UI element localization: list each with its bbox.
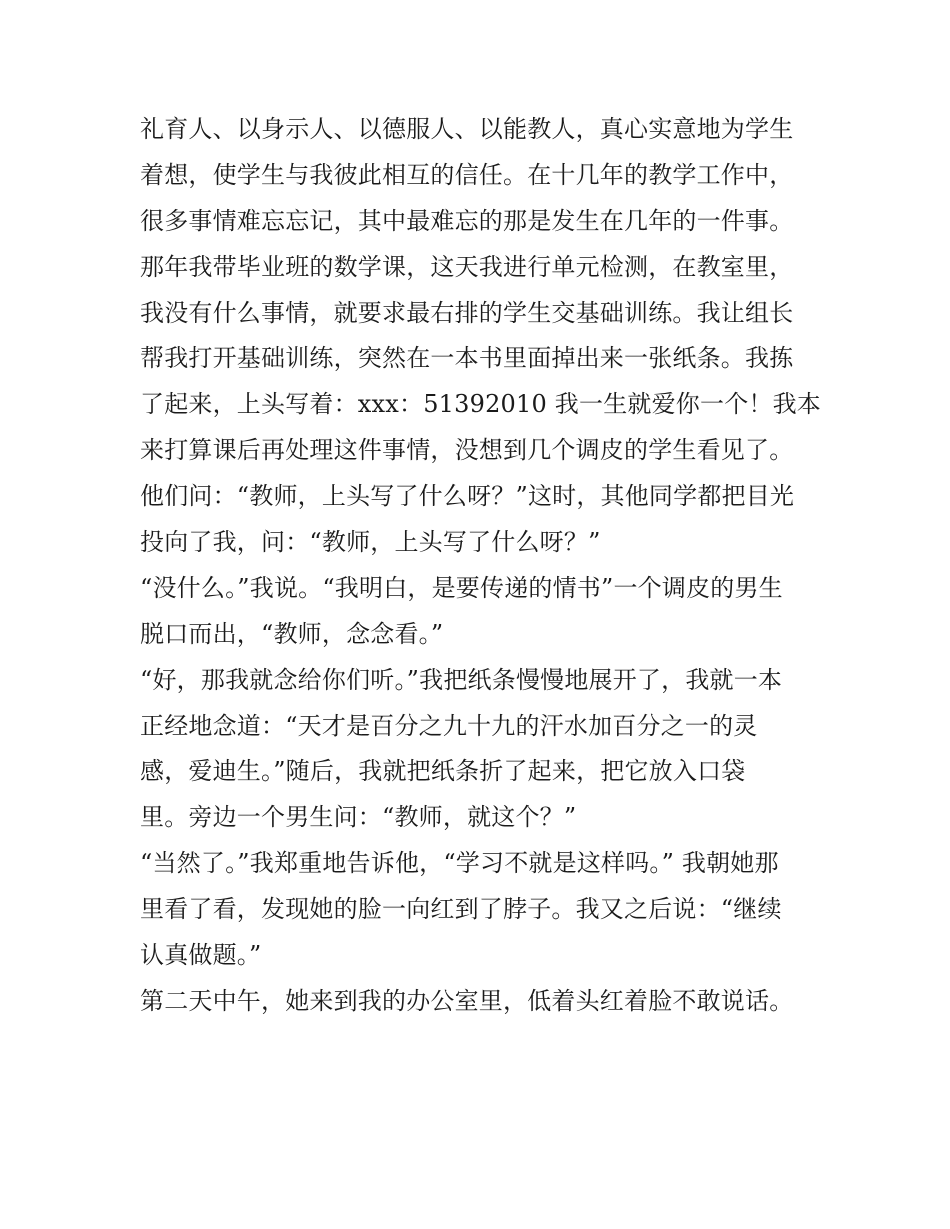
text-line: 脱口而出，“教师，念念看。”: [140, 619, 444, 648]
text-line: 那年我带毕业班的数学课，这天我进行单元检测，在教室里，: [140, 252, 794, 281]
text-line: 投向了我，问：“教师，上头写了什么呀？”: [140, 528, 601, 557]
text-line: 他们问：“教师，上头写了什么呀？”这时，其他同学都把目光: [140, 482, 795, 511]
text-line: 了起来，上头写着：xxx：51392010 我一生就爱你一个！我本: [140, 390, 821, 419]
text-line: 着想，使学生与我彼此相互的信任。在十几年的教学工作中，: [140, 160, 794, 189]
text-line: “没什么。”我说。“我明白，是要传递的情书”一个调皮的男生: [140, 573, 783, 602]
text-line: 感，爱迪生。”随后，我就把纸条折了起来，把它放入口袋: [140, 757, 746, 786]
text-line: 帮我打开基础训练，突然在一本书里面掉出来一张纸条。我拣: [140, 344, 794, 373]
text-line: 我没有什么事情，就要求最右排的学生交基础训练。我让组长: [140, 298, 794, 327]
text-line: 来打算课后再处理这件事情，没想到几个调皮的学生看见了。: [140, 436, 794, 465]
text-line: “当然了。”我郑重地告诉他，“学习不就是这样吗。” 我朝她那: [140, 849, 779, 878]
text-line: 正经地念道：“天才是百分之九十九的汗水加百分之一的灵: [140, 711, 758, 740]
text-line: 很多事情难忘忘记，其中最难忘的那是发生在几年的一件事。: [140, 206, 794, 235]
text-line: 里。旁边一个男生问：“教师，就这个？”: [140, 803, 577, 832]
text-line: 认真做题。”: [140, 941, 262, 970]
text-line: 里看了看，发现她的脸一向红到了脖子。我又之后说：“继续: [140, 895, 782, 924]
text-line: “好，那我就念给你们听。”我把纸条慢慢地展开了，我就一本: [140, 665, 783, 694]
text-line: 第二天中午，她来到我的办公室里，低着头红着脸不敢说话。: [140, 986, 794, 1015]
text-line: 礼育人、以身示人、以德服人、以能教人，真心实意地为学生: [140, 115, 794, 143]
document-body: [140, 107, 830, 1025]
